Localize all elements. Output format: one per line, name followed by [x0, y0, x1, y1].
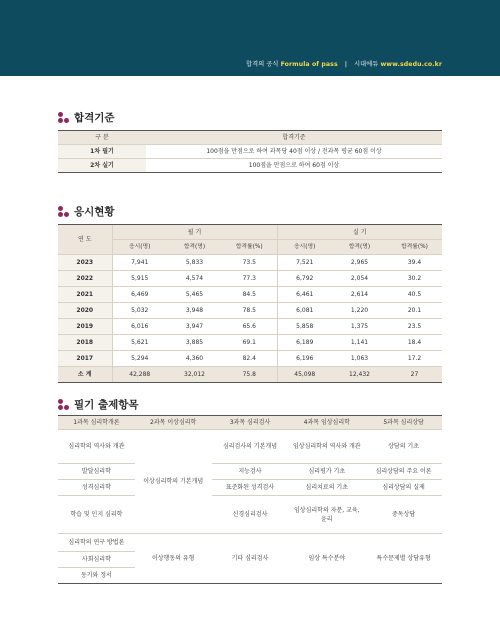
header-label: 합격의 공식 — [246, 61, 279, 68]
table-cell: 심리검사의 기본개념 — [212, 430, 289, 464]
table-row — [58, 145, 442, 159]
row-label: 2차 실기 — [58, 159, 146, 173]
section-title-text: 응시현황 — [74, 206, 115, 218]
table-cell: 5,858 — [277, 319, 332, 335]
table-cell: 2,054 — [332, 271, 387, 287]
table-cell: 69.1 — [222, 335, 277, 351]
table-header: 5과목 심리상담 — [365, 416, 442, 430]
section-bullet-icon — [58, 206, 70, 217]
table-cell: 5,915 — [112, 271, 167, 287]
header-publisher: 시대에듀 — [354, 61, 379, 68]
table-header: 구 분 — [58, 131, 146, 145]
sub-header: 합격(명) — [167, 240, 222, 255]
table-cell: 임상 특수분야 — [288, 534, 365, 584]
header-band — [0, 0, 500, 76]
table-cell: 65.6 — [222, 319, 277, 335]
year-label: 2021 — [58, 287, 112, 303]
table-cell: 32,012 — [167, 367, 222, 383]
table-cell: 심리상담의 실제 — [365, 480, 442, 496]
table-cell: 75.8 — [222, 367, 277, 383]
table-cell: 5,621 — [112, 335, 167, 351]
sub-header: 합격률(%) — [387, 240, 442, 255]
table-cell: 6,792 — [277, 271, 332, 287]
table-cell: 이상행동의 유형 — [135, 534, 212, 584]
table-cell: 2,614 — [332, 287, 387, 303]
header-formula: Formula of pass — [280, 61, 338, 68]
table-cell: 77.3 — [222, 271, 277, 287]
year-label: 2023 — [58, 255, 112, 271]
table-cell: 6,189 — [277, 335, 332, 351]
table-cell: 임상심리학의 자문, 교육, 윤리 — [288, 496, 365, 534]
table-header: 4과목 임상심리학 — [288, 416, 365, 430]
sub-header: 합격률(%) — [222, 240, 277, 255]
table-cell: 상담의 기초 — [365, 430, 442, 464]
table-cell: 6,081 — [277, 303, 332, 319]
table-cell: 6,469 — [112, 287, 167, 303]
table-cell: 84.5 — [222, 287, 277, 303]
table-cell: 23.5 — [387, 319, 442, 335]
table-cell: 6,196 — [277, 351, 332, 367]
year-label: 2017 — [58, 351, 112, 367]
table-cell: 45,098 — [277, 367, 332, 383]
table-cell: 1,063 — [332, 351, 387, 367]
table-row — [58, 319, 442, 335]
table-cell: 3,948 — [167, 303, 222, 319]
table-cell: 심리상담의 주요 이론 — [365, 464, 442, 480]
section-title-text: 합격기준 — [74, 112, 115, 124]
table-cell: 82.4 — [222, 351, 277, 367]
sub-header: 응시(명) — [277, 240, 332, 255]
table-cell: 3,885 — [167, 335, 222, 351]
table-cell: 표준화된 성격검사 — [212, 480, 289, 496]
header-info — [246, 59, 442, 68]
table-cell: 5,833 — [167, 255, 222, 271]
table-cell: 78.5 — [222, 303, 277, 319]
table-cell: 17.2 — [387, 351, 442, 367]
table-cell: 신경심리검사 — [212, 496, 289, 534]
section-title-written-items — [58, 397, 139, 412]
table-cell: 5,294 — [112, 351, 167, 367]
year-label: 2018 — [58, 335, 112, 351]
table-header: 1과목 심리학개론 — [58, 416, 135, 430]
sub-header: 합격(명) — [332, 240, 387, 255]
table-cell: 6,461 — [277, 287, 332, 303]
table-cell: 지능검사 — [212, 464, 289, 480]
table-cell: 73.5 — [222, 255, 277, 271]
table-cell: 2,965 — [332, 255, 387, 271]
year-header: 연 도 — [58, 225, 112, 255]
section-title-status — [58, 204, 115, 219]
table-cell: 20.1 — [387, 303, 442, 319]
table-row — [58, 159, 442, 173]
table-cell: 18.4 — [387, 335, 442, 351]
year-label: 2019 — [58, 319, 112, 335]
row-label: 1차 필기 — [58, 145, 146, 159]
table-cell: 100점을 만점으로 하여 60점 이상 — [146, 159, 442, 173]
table-row — [58, 480, 442, 496]
practical-header: 실 기 — [277, 225, 442, 240]
section-bullet-icon — [58, 112, 70, 123]
table-cell: 3,947 — [167, 319, 222, 335]
table-cell: 5,465 — [167, 287, 222, 303]
table-cell: 1,220 — [332, 303, 387, 319]
table-row — [58, 351, 442, 367]
table-cell: 27 — [387, 367, 442, 383]
table-cell: 42,288 — [112, 367, 167, 383]
header-url[interactable]: www.sdedu.co.kr — [380, 61, 442, 68]
table-cell: 5,032 — [112, 303, 167, 319]
written-items-table — [58, 415, 442, 584]
total-label: 소 계 — [58, 367, 112, 383]
sub-header: 응시(명) — [112, 240, 167, 255]
table-row — [58, 464, 442, 480]
section-title-text: 필기 출제항목 — [74, 399, 139, 411]
table-cell: 6,016 — [112, 319, 167, 335]
table-cell: 기타 심리검사 — [212, 534, 289, 584]
section-title-pass-criteria — [58, 110, 115, 125]
table-cell: 4,574 — [167, 271, 222, 287]
table-cell: 7,941 — [112, 255, 167, 271]
table-cell: 성격심리학 — [58, 480, 135, 496]
table-row — [58, 271, 442, 287]
table-cell: 임상심리학의 역사와 개관 — [288, 430, 365, 464]
section-bullet-icon — [58, 399, 70, 410]
pass-criteria-table — [58, 130, 442, 173]
table-cell: 1,375 — [332, 319, 387, 335]
table-cell: 40.5 — [387, 287, 442, 303]
year-label: 2022 — [58, 271, 112, 287]
table-cell: 이상심리학의 기본개념 — [135, 430, 212, 534]
table-cell: 학습 및 인지 심리학 — [58, 496, 135, 534]
table-cell: 39.4 — [387, 255, 442, 271]
table-cell: 30.2 — [387, 271, 442, 287]
year-label: 2020 — [58, 303, 112, 319]
table-row — [58, 430, 442, 464]
table-header: 3과목 심리검사 — [212, 416, 289, 430]
table-cell: 심리평가 기초 — [288, 464, 365, 480]
table-row — [58, 335, 442, 351]
table-cell: 심리치료의 기초 — [288, 480, 365, 496]
table-cell: 특수문제별 상담유형 — [365, 534, 442, 584]
table-row — [58, 287, 442, 303]
table-cell: 1,141 — [332, 335, 387, 351]
table-row — [58, 255, 442, 271]
table-header: 2과목 이상심리학 — [135, 416, 212, 430]
exam-status-table — [58, 224, 442, 383]
table-cell: 100점을 만점으로 하여 과목당 40점 이상 / 전과목 평균 60점 이상 — [146, 145, 442, 159]
header-separator: | — [344, 61, 347, 68]
total-row — [58, 367, 442, 383]
table-header: 합격기준 — [146, 131, 442, 145]
written-header: 필 기 — [112, 225, 277, 240]
table-cell: 4,360 — [167, 351, 222, 367]
table-row — [58, 534, 442, 552]
table-cell: 심리학의 연구 방법론 — [58, 534, 135, 552]
table-row — [58, 303, 442, 319]
table-cell: 중독상담 — [365, 496, 442, 534]
table-cell: 동기와 정서 — [58, 568, 135, 584]
table-cell: 7,521 — [277, 255, 332, 271]
table-cell: 발달심리학 — [58, 464, 135, 480]
table-cell: 사회심리학 — [58, 552, 135, 568]
table-cell: 심리학의 역사와 개관 — [58, 430, 135, 464]
table-cell: 12,432 — [332, 367, 387, 383]
table-row — [58, 496, 442, 534]
